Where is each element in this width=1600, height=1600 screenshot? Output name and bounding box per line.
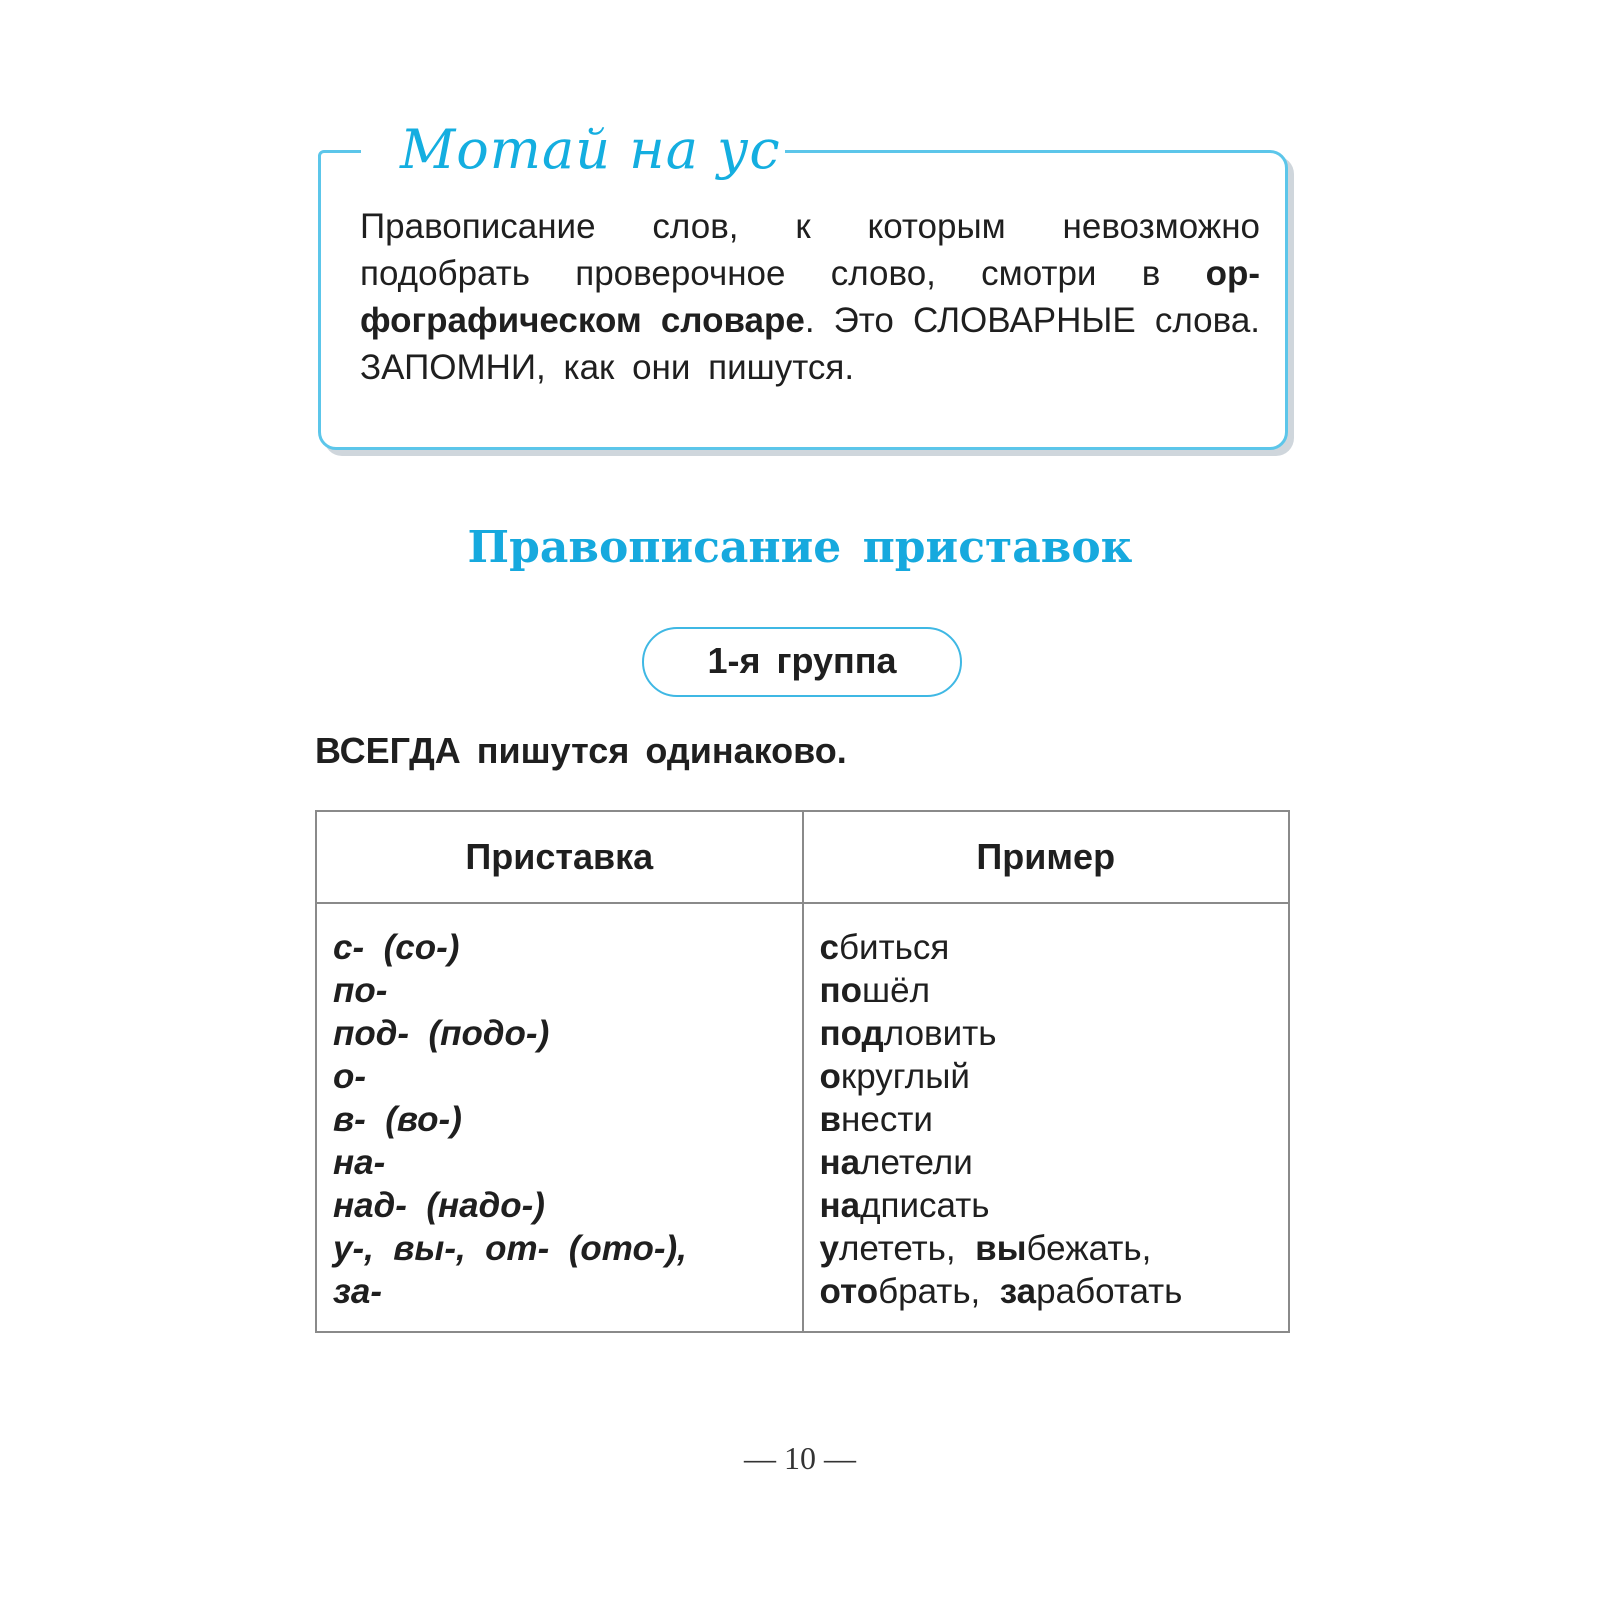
example-prefix-part: вы xyxy=(975,1229,1027,1268)
rule-statement: ВСЕГДА пишутся одинаково. xyxy=(315,730,847,771)
tip-text-run: Правописание слов, к которым невозможно подобрать проверочное слово, смотри в xyxy=(360,207,1260,293)
example-item xyxy=(820,1227,1289,1270)
prefix-item: под- (подо-) xyxy=(333,1014,550,1053)
example-item xyxy=(820,1184,1289,1227)
prefix-table xyxy=(315,810,1290,1333)
example-rest-part: брать, xyxy=(878,1272,1000,1311)
example-rest-part: биться xyxy=(838,928,950,967)
table-row xyxy=(316,903,1289,1332)
prefix-item: за- xyxy=(333,1272,382,1311)
example-prefix-part: на xyxy=(819,1143,861,1182)
tip-title: Мотай на ус xyxy=(400,118,781,181)
example-rest-part: ловить xyxy=(883,1014,997,1053)
example-prefix-part: в xyxy=(819,1100,842,1139)
example-prefix-part: с xyxy=(819,928,839,967)
example-prefix-part: за xyxy=(999,1272,1037,1311)
example-item xyxy=(820,969,1289,1012)
prefix-item: с- (со-) xyxy=(333,928,460,967)
page-number: — 10 — xyxy=(744,1440,856,1476)
example-prefix-part: ото xyxy=(819,1272,879,1311)
example-rest-part: лететь, xyxy=(838,1229,976,1268)
prefix-item: на- xyxy=(333,1143,386,1182)
example-prefix-part: по xyxy=(819,971,863,1010)
prefix-cell xyxy=(316,903,803,1332)
column-header-prefix: Приставка xyxy=(316,811,803,903)
prefix-item: в- (во-) xyxy=(333,1100,462,1139)
example-prefix-part: под xyxy=(819,1014,884,1053)
tip-text-run-bold: ор-фографическом словаре xyxy=(360,254,1260,340)
example-prefix-part: у xyxy=(819,1229,839,1268)
example-rest-part: летели xyxy=(860,1143,973,1182)
tip-text xyxy=(360,203,1260,391)
example-rest-part: нести xyxy=(841,1100,933,1139)
example-item xyxy=(820,1098,1289,1141)
example-rest-part: дписать xyxy=(860,1186,990,1225)
example-item xyxy=(820,926,1289,969)
prefix-item: над- (надо-) xyxy=(333,1186,545,1225)
example-prefix-part: о xyxy=(819,1057,841,1096)
example-item xyxy=(820,1141,1289,1184)
section-heading: Правописание приставок xyxy=(467,522,1133,573)
prefix-item: по- xyxy=(333,971,388,1010)
example-rest-part: работать xyxy=(1036,1272,1183,1311)
column-header-example: Пример xyxy=(803,811,1290,903)
group-label: 1-я группа xyxy=(642,627,962,697)
example-item xyxy=(820,1270,1289,1313)
example-rest-part: бежать, xyxy=(1026,1229,1152,1268)
example-rest-part: шёл xyxy=(862,971,930,1010)
table-header-row xyxy=(316,811,1289,903)
prefix-item: у-, вы-, от- (ото-), xyxy=(333,1229,687,1268)
prefix-item: о- xyxy=(333,1057,367,1096)
example-item xyxy=(820,1012,1289,1055)
example-rest-part: круглый xyxy=(840,1057,970,1096)
example-prefix-part: на xyxy=(819,1186,861,1225)
example-item xyxy=(820,1055,1289,1098)
tip-text-run: . Это СЛОВАРНЫЕ слова. ЗАПОМНИ, как они пишутся. xyxy=(360,301,1261,387)
example-cell xyxy=(803,903,1290,1332)
